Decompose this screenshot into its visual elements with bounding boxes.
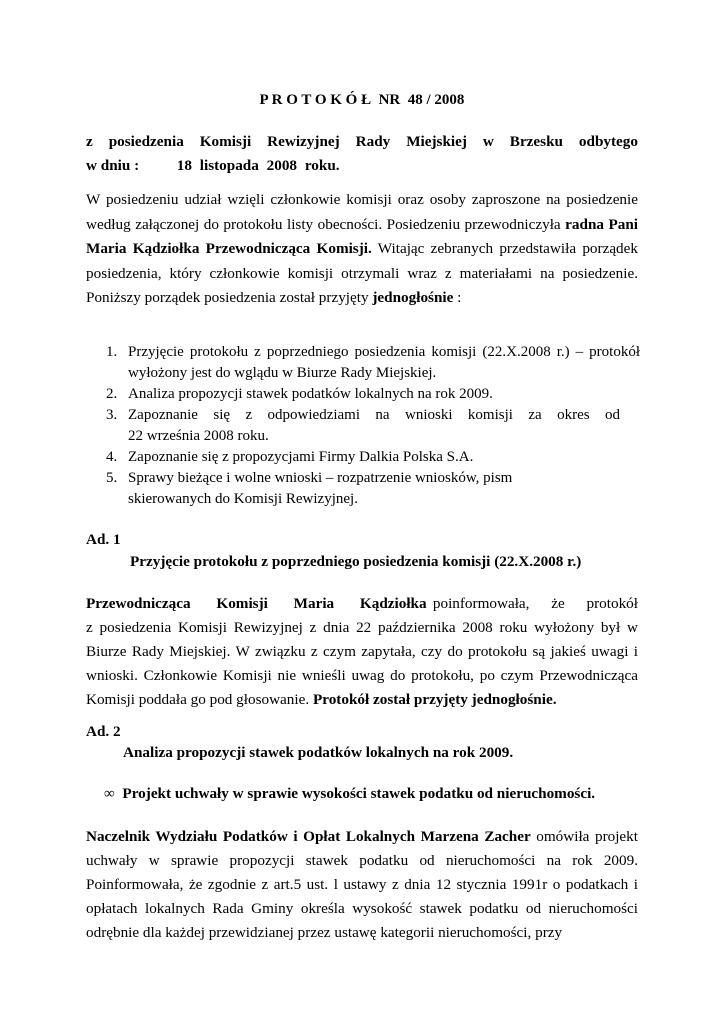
agenda-item-text-cont: wyłożony jest do wglądu w Biurze Rady Miejskiej. [128, 365, 437, 381]
ad1-chair-name: Przewodnicząca Komisji Maria Kądziołka [86, 595, 427, 612]
ad1-result: Protokół został przyjęty jednogłośnie. [312, 691, 557, 708]
intro-date-prefix: w dniu : [86, 157, 140, 174]
infinity-bullet-icon: ∞ [104, 785, 115, 802]
agenda-item-text: Przyjęcie protokołu z poprzedniego posiedzenia komisji (22.X.2008 r.) – protokół [128, 344, 640, 360]
agenda-item-number: 3. [106, 407, 118, 423]
agenda-list [106, 342, 640, 510]
ad1-line1-rest: poinformowała, że protokół [432, 595, 638, 612]
paragraph-attendance [86, 188, 638, 311]
agenda-item-text: Analiza propozycji stawek podatków lokalnych na rok 2009. [128, 386, 493, 402]
ad1-label: Ad. 1 [86, 531, 121, 548]
ad1-paragraph [86, 592, 638, 712]
ad2-paragraph [86, 825, 638, 945]
ad1-heading: Przyjęcie protokołu z poprzedniego posiedzenia komisji (22.X.2008 r.) [130, 553, 582, 570]
ad2-heading: Analiza propozycji stawek podatków lokalnych na rok 2009. [123, 744, 514, 761]
intro-line-2 [86, 154, 638, 178]
agenda-item-text-cont: skierowanych do Komisji Rewizyjnej. [128, 491, 358, 507]
agenda-item [106, 405, 640, 447]
ad2-bullet-item [104, 782, 595, 806]
agenda-item [106, 384, 640, 405]
ad2-official-name: Naczelnik Wydziału Podatków i Opłat Lokalnych Marzena Zacher [86, 828, 531, 845]
agenda-item [106, 342, 640, 384]
agenda-item-number: 4. [106, 449, 118, 465]
agenda-item-number: 5. [106, 470, 118, 486]
para1-text-1: W posiedzeniu udział wzięli członkowie komisji oraz osoby zaproszone na posiedzenie według załączonej do protokołu listy obecności. Posiedzeniu przewodniczyła [86, 191, 638, 233]
para1-text-3: : [453, 289, 462, 306]
ad2-text: omówiła projekt uchwały w sprawie propozycji stawek podatku od nieruchomości na rok 2009. Poinformowała, że zgodnie z art.5 ust. l ustawy z dnia 12 stycznia 1991r o podatkach i opłatach lokalnych Rada Gminy określa wysokość stawek podatku od nieruchomości odrębnie dla każdej przewidzianej przez ustawę kategorii nieruchomości, przy [86, 828, 638, 941]
para1-unanimous: jednogłośnie [372, 289, 454, 306]
document-title: P R O T O K Ó Ł NR 48 / 2008 [259, 92, 465, 108]
ad2-bullet-text: Projekt uchwały w sprawie wysokości stawek podatku od nieruchomości. [122, 785, 596, 802]
agenda-item-number: 1. [106, 344, 118, 360]
agenda-item [106, 447, 640, 468]
agenda-item-text: Sprawy bieżące i wolne wnioski – rozpatrzenie wniosków, pism [128, 470, 513, 486]
agenda-item-number: 2. [106, 386, 118, 402]
agenda-item-text-cont: 22 września 2008 roku. [128, 428, 269, 444]
agenda-item-text: Zapoznanie się z propozycjami Firmy Dalkia Polska S.A. [128, 449, 474, 465]
intro-line-1: z posiedzenia Komisji Rewizyjnej Rady Miejskiej w Brzesku odbytego [86, 133, 638, 150]
ad1-text: z posiedzenia Komisji Rewizyjnej z dnia 22 października 2008 roku wyłożony był w Biurze Rady Miejskiej. W związku z czym zapytała, czy do protokołu są jakieś uwagi i wnioski. Członkowie Komisji nie wnieśli uwag do protokołu, po czym Przewodnicząca Komisji poddała go pod głosowanie. [86, 619, 638, 708]
intro-block [86, 130, 638, 178]
ad2-label: Ad. 2 [86, 723, 121, 740]
agenda-item [106, 468, 640, 510]
intro-date: 18 listopada 2008 roku. [176, 157, 340, 174]
agenda-item-text: Zapoznanie się z odpowiedziami na wnioski komisji za okres od [128, 407, 620, 423]
para1-chair-name: radna Pani Maria Kądziołka Przewodnicząca Komisji. [86, 215, 639, 257]
para1-text-2: Witając zebranych przedstawiła porządek posiedzenia, który członkowie komisji otrzymali wraz z materiałami na posiedzenie. Poniższy porządek posiedzenia został przyjęty [86, 240, 638, 306]
